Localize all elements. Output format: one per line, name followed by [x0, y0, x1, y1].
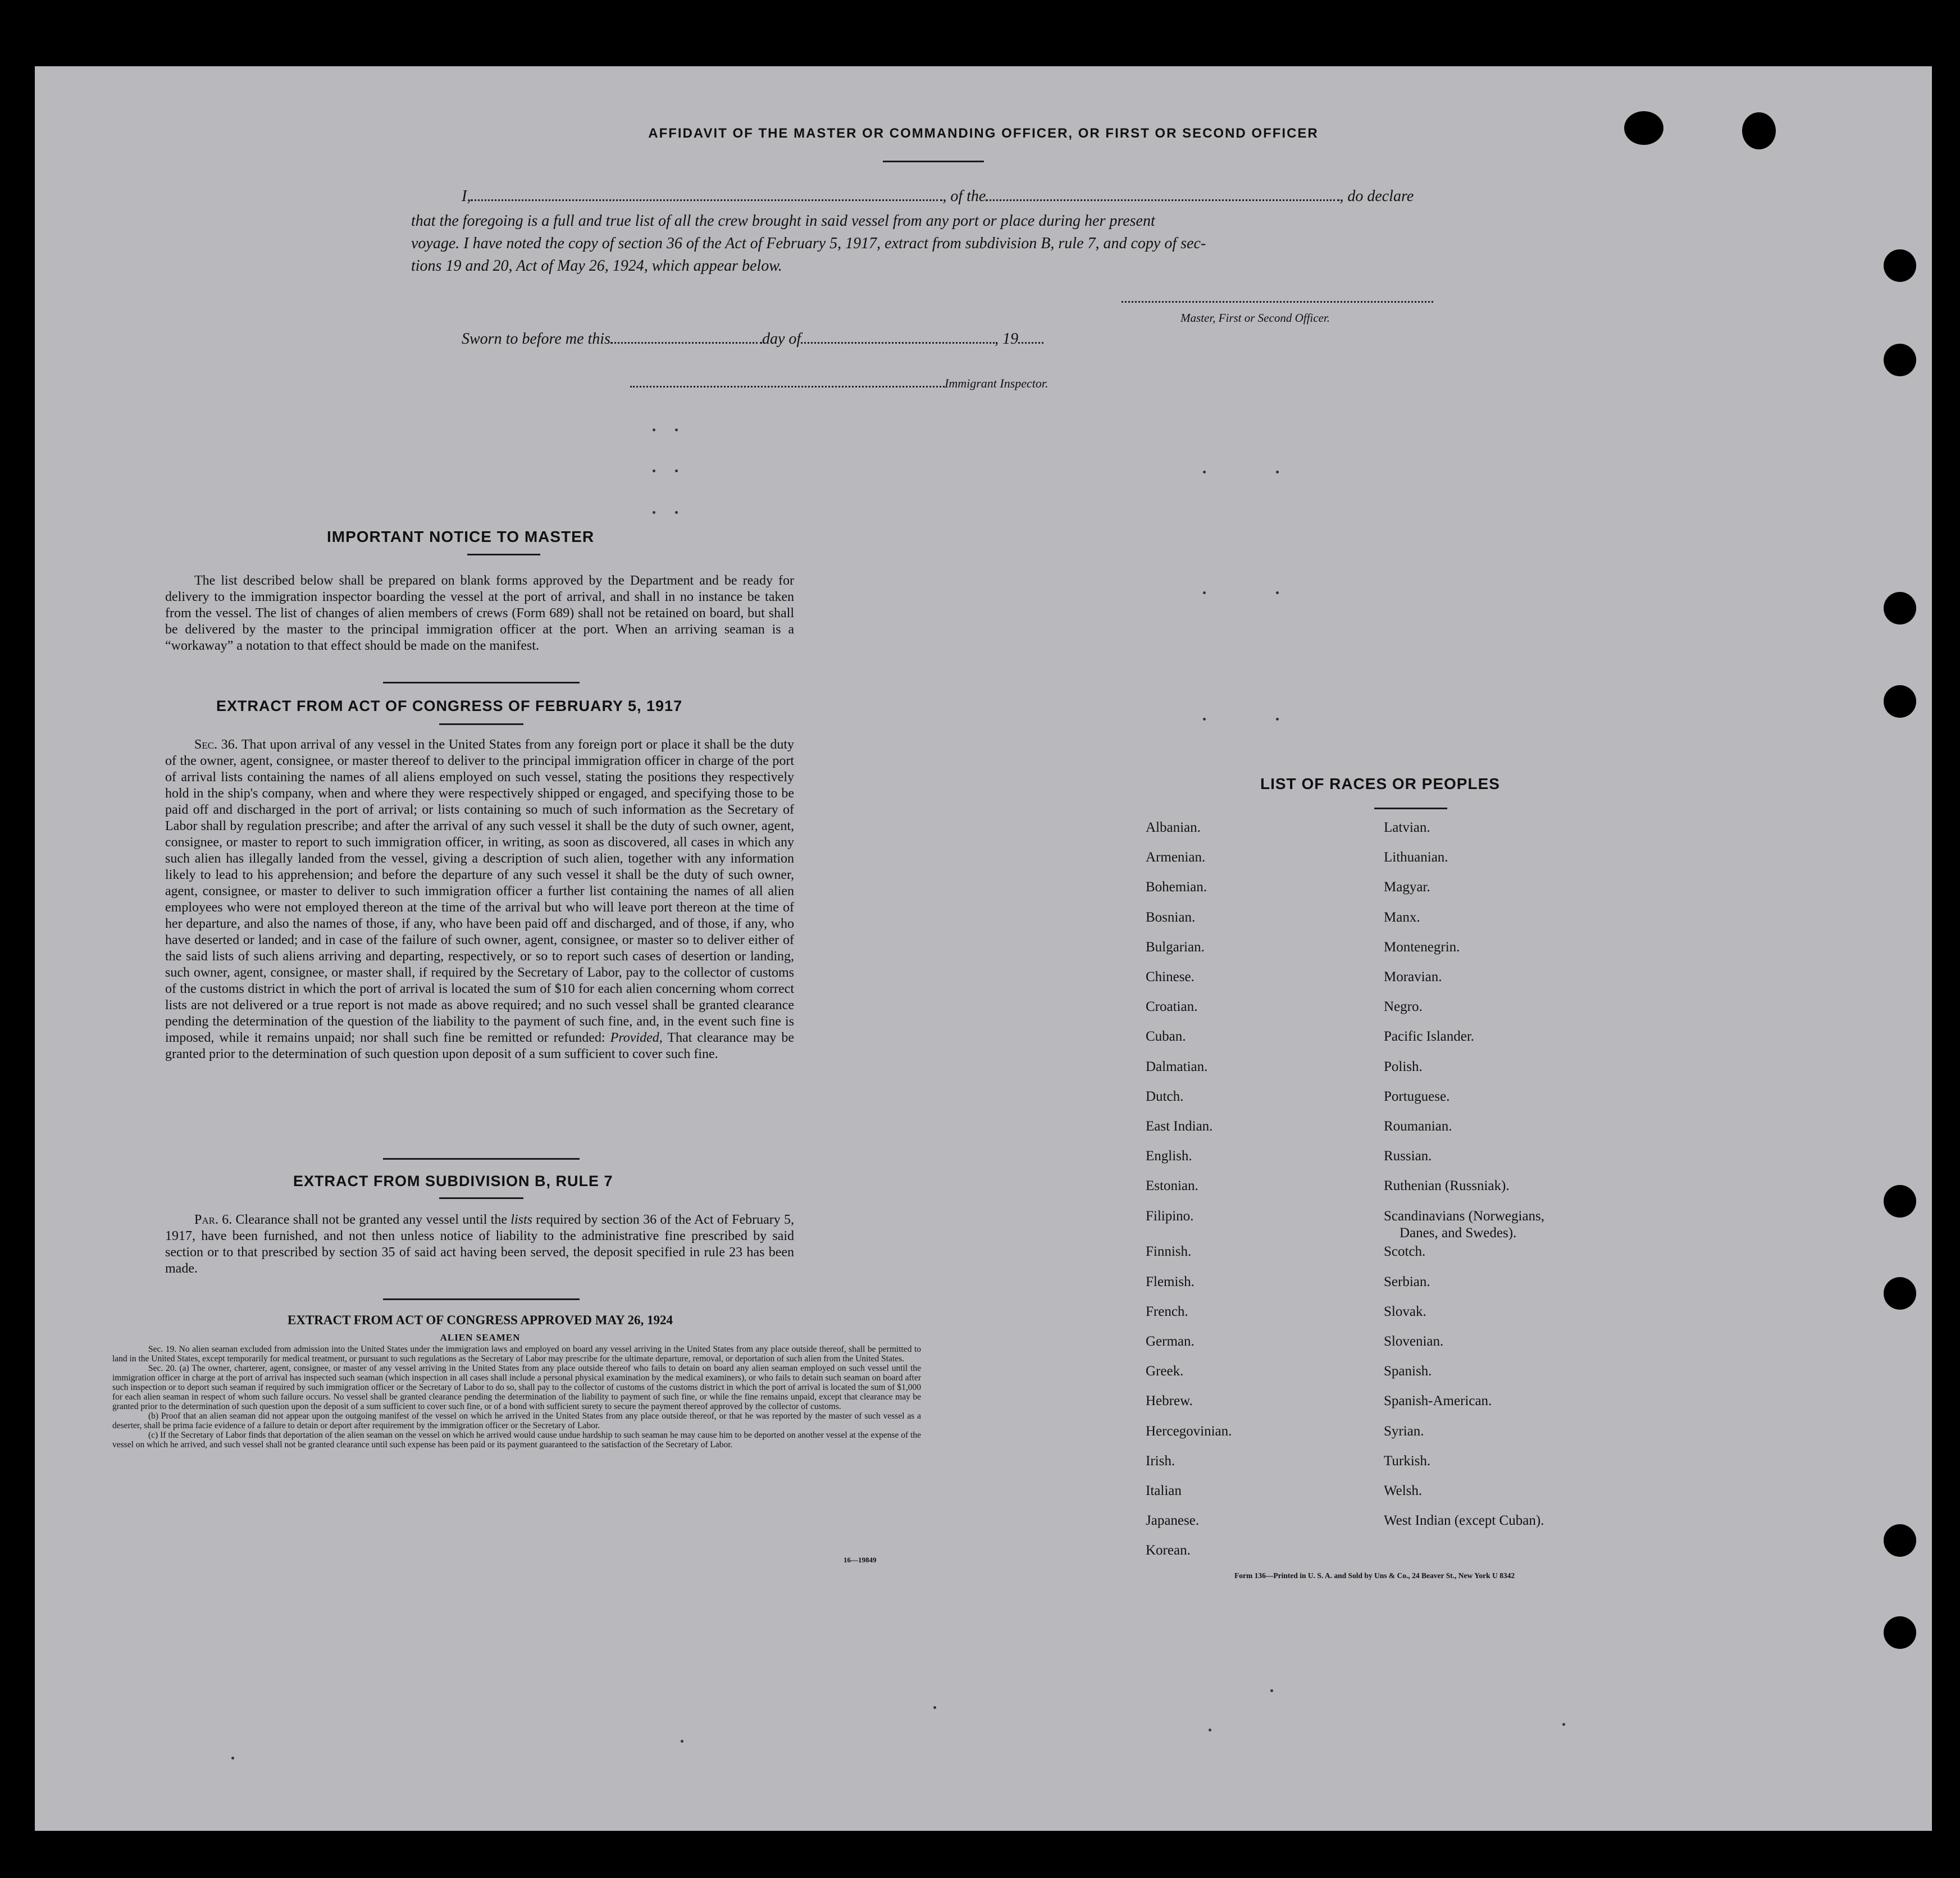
- race-item: Manx.: [1384, 909, 1420, 925]
- race-item: Hebrew.: [1146, 1393, 1193, 1409]
- race-item: Latvian.: [1384, 820, 1430, 835]
- races-rule: [1374, 808, 1447, 809]
- section-20b: (b) Proof that an alien seaman did not appear upon the outgoing manifest of the vessel on which he arrived in the United States from any place outside thereof, or that he was reported by the master of such vessel as a deserter, shall be prima facie evidence of a failure to detain or deport after requirement by the immigration officer or the Secretary of Labor.: [112, 1411, 921, 1430]
- race-item: English.: [1146, 1148, 1192, 1164]
- race-item: Polish.: [1384, 1059, 1423, 1074]
- sworn-year: , 19: [995, 330, 1019, 348]
- rule7-lists: lists: [510, 1213, 532, 1227]
- punch-hole-4: [1884, 685, 1916, 718]
- race-item: Bulgarian.: [1146, 939, 1205, 955]
- race-item: Montenegrin.: [1384, 939, 1460, 955]
- section-19: Sec. 19. No alien seaman excluded from admission into the United States under the immigration laws and employed on board any vessel arriving in the United States from any place outside thereof, shall be permitted to land in the United States, except temporarily for medical treatment, or pursuant to such regulations as the Secretary of Labor may prescribe for the ultimate departure, removal, or deportation of such alien from the United States.: [112, 1344, 921, 1364]
- race-item: Japanese.: [1146, 1513, 1200, 1529]
- ink-blot-2: [1742, 112, 1776, 149]
- race-item: Cuban.: [1146, 1029, 1186, 1045]
- notice-body: The list described below shall be prepared on blank forms approved by the Department and be ready for delivery to the immigration inspector boarding the vessel at the port of arrival, and shall in no instance be taken from the vessel. The list of changes of alien members of crews (Form 689) shall not be retained on board, but shall be delivered by the master to the principal immigration officer at the port. When an arriving seaman is a “workaway” a notation to that effect should be made on the manifest.: [165, 573, 794, 653]
- speck: [675, 470, 678, 472]
- notice-divider: [383, 682, 580, 683]
- punch-hole-8: [1884, 1616, 1916, 1649]
- rule7-par-label: Par. 6.: [194, 1213, 233, 1227]
- punch-hole-6: [1884, 1277, 1916, 1310]
- section-36-divider: [383, 1158, 580, 1160]
- name-blank[interactable]: [471, 199, 942, 201]
- punch-hole-1: [1884, 249, 1916, 282]
- signature-line[interactable]: [1122, 301, 1433, 303]
- declaration-line-2: that the foregoing is a full and true list of all the crew brought in said vessel from any port or place during her present: [411, 212, 1155, 230]
- speck: [1562, 1723, 1565, 1726]
- punch-hole-2: [1884, 344, 1916, 376]
- inspector-signature-blank[interactable]: [630, 386, 945, 388]
- ink-blot-1: [1624, 111, 1663, 145]
- speck: [675, 511, 678, 514]
- speck: [1209, 1729, 1211, 1731]
- race-item: German.: [1146, 1334, 1195, 1350]
- sworn-day-blank[interactable]: [610, 342, 762, 344]
- race-item: Russian.: [1384, 1148, 1432, 1164]
- race-item: Welsh.: [1384, 1483, 1423, 1499]
- speck: [1276, 471, 1279, 473]
- rule7-body-a: Clearance shall not be granted any vessel until the: [235, 1213, 507, 1227]
- race-item: Filipino.: [1146, 1208, 1194, 1224]
- race-item: Armenian.: [1146, 850, 1206, 865]
- race-item: Pacific Islander.: [1384, 1029, 1475, 1045]
- section-36-label: Sec. 36.: [194, 737, 238, 752]
- speck: [1203, 718, 1206, 721]
- section-36-body: That upon arrival of any vessel in the United States from any foreign port or place it shall be the duty of the owner, agent, consignee, or master thereof to deliver to the principal immigration officer in charge of the port of arrival lists containing the names of all aliens employed on such vessel, stating the positions they respectively hold in the ship's company, when and where they were respectively shipped or engaged, and specifying those to be paid off and discharged in the port of arrival; or lists containing so much of such information as the Secretary of Labor shall by regulation prescribe; and after the arrival of any such vessel it shall be the duty of such owner, agent, consignee, or master to report to such immigration officer, in writing, as soon as discovered, all cases in which any such alien has illegally landed from the vessel, giving a description of such alien, together with any information likely to lead to his apprehension; and before the departure of any such vessel it shall be the duty of such owner, agent, consignee, or master to deliver to such immigration officer a further list containing the names of all alien employees who were not employed thereon at the time of the arrival but who will leave port thereon at the time of her departure, and also the names of those, if any, who have been paid off and discharged, and of those, if any, who have deserted or landed; and in case of the failure of such owner, agent, consignee, or master so to deliver either of the said lists of such aliens arriving and departing, respectively, or so to report such cases of desertion or landing, such owner, agent, consignee, or master shall, if required by the Secretary of Labor, pay to the collector of customs of the customs district in which the port of arrival is located the sum of $10 for each alien concerning whom correct lists are not delivered or a true report is not made as above required; and no such vessel shall be granted clearance pending the determination of the question of the liability to the payment of such fine, and, in the event such fine is imposed, while it remains unpaid; nor shall such fine be remitted or refunded:: [165, 737, 794, 1045]
- declaration-line-3: voyage. I have noted the copy of section 36 of the Act of February 5, 1917, extract from subdivision B, rule 7, and copy of sec-: [411, 235, 1206, 252]
- act-1924-code: 16—19849: [844, 1556, 877, 1564]
- race-item: Hercegovinian.: [1146, 1423, 1232, 1439]
- speck: [1270, 1689, 1273, 1692]
- declaration-line-4: tions 19 and 20, Act of May 26, 1924, which appear below.: [411, 257, 782, 275]
- speck: [681, 1740, 683, 1743]
- race-item: Spanish-American.: [1384, 1393, 1492, 1409]
- vessel-blank[interactable]: [986, 199, 1339, 201]
- race-item: Flemish.: [1146, 1274, 1195, 1289]
- race-item: Dutch.: [1146, 1088, 1184, 1104]
- rule7-rule: [439, 1197, 523, 1199]
- sworn-text: Sworn to before me this: [462, 330, 610, 348]
- proviso-label: Provided,: [610, 1031, 663, 1045]
- race-item: Turkish.: [1384, 1453, 1431, 1469]
- extract-1917-rule: [439, 723, 523, 725]
- race-item: West Indian (except Cuban).: [1384, 1513, 1544, 1529]
- extract-1917-title: EXTRACT FROM ACT OF CONGRESS OF FEBRUARY 5, 1917: [216, 698, 683, 714]
- race-item: Moravian.: [1384, 969, 1442, 984]
- race-item: Korean.: [1146, 1543, 1191, 1558]
- race-item: Magyar.: [1384, 879, 1430, 895]
- race-item: Roumanian.: [1384, 1119, 1452, 1134]
- section-36: [165, 737, 794, 1063]
- sworn-year-blank[interactable]: [1018, 342, 1043, 344]
- race-item: Greek.: [1146, 1364, 1184, 1379]
- speck: [933, 1706, 936, 1709]
- race-item: Danes, and Swedes).: [1400, 1225, 1517, 1241]
- race-item: Chinese.: [1146, 969, 1195, 984]
- sworn-line: [462, 330, 1043, 348]
- section-20c: (c) If the Secretary of Labor finds that deportation of the alien seaman on the vessel on which he arrived would cause undue hardship to such seaman he may cause him to be deported on another vessel at the expense of the vessel on which he arrived, and such vessel shall not be granted clearance until such expense has been paid or its payment guaranteed to the satisfaction of the Secretary of Labor.: [112, 1430, 921, 1449]
- race-item: Syrian.: [1384, 1423, 1424, 1439]
- act-1924-title: EXTRACT FROM ACT OF CONGRESS APPROVED MAY 26, 1924: [287, 1313, 673, 1327]
- speck: [675, 429, 678, 431]
- speck: [653, 511, 655, 514]
- race-item: French.: [1146, 1303, 1188, 1319]
- race-item: Negro.: [1384, 999, 1423, 1015]
- notice-rule: [467, 554, 540, 555]
- speck: [1203, 591, 1206, 594]
- act-1924-subtitle: ALIEN SEAMEN: [440, 1332, 521, 1343]
- declaration-do-declare: , do declare: [1339, 188, 1414, 205]
- race-item: Ruthenian (Russniak).: [1384, 1178, 1510, 1194]
- race-item: Scandinavians (Norwegians,: [1384, 1208, 1545, 1224]
- race-item: Finnish.: [1146, 1244, 1192, 1260]
- race-item: Scotch.: [1384, 1244, 1426, 1260]
- race-item: Bohemian.: [1146, 879, 1207, 895]
- inspector-line: [630, 376, 1049, 391]
- speck: [653, 470, 655, 472]
- race-item: Spanish.: [1384, 1364, 1432, 1379]
- race-item: Bosnian.: [1146, 909, 1196, 925]
- declaration-of-the: , of the: [942, 188, 986, 205]
- sworn-month-blank[interactable]: [801, 342, 995, 344]
- punch-hole-5: [1884, 1185, 1916, 1218]
- speck: [1276, 591, 1279, 594]
- rule7-paragraph: [165, 1212, 794, 1277]
- race-item: East Indian.: [1146, 1119, 1213, 1134]
- inspector-label: Immigrant Inspector.: [945, 376, 1049, 390]
- races-title: LIST OF RACES OR PEOPLES: [1260, 775, 1500, 792]
- affidavit-title: AFFIDAVIT OF THE MASTER OR COMMANDING OFFICER, OR FIRST OR SECOND OFFICER: [648, 126, 1319, 141]
- race-item: Croatian.: [1146, 999, 1198, 1015]
- proviso-text: That clearance may be granted prior to the determination of such question upon deposit of a sum sufficient to cover such fine.: [165, 1031, 795, 1061]
- document-page: [35, 66, 1932, 1831]
- race-item: Portuguese.: [1384, 1088, 1450, 1104]
- speck: [231, 1757, 234, 1760]
- notice-title: IMPORTANT NOTICE TO MASTER: [327, 528, 595, 545]
- rule7-title: EXTRACT FROM SUBDIVISION B, RULE 7: [293, 1173, 613, 1189]
- declaration-line-1: [462, 188, 1495, 206]
- section-20a: Sec. 20. (a) The owner, charterer, agent, consignee, or master of any vessel arriving in the United States from any place outside thereof who fails to detain on board any alien seaman employed on such vessel until the immigration officer in charge at the port of arrival has inspected such seaman (which inspection in all cases shall include a personal physical examination by the medical examiners), or who fails to detain such seaman on board after such inspection or to deport such seaman if required by such immigration officer or the Secretary of Labor to do so, shall pay to the collector of customs of the customs district in which the port of arrival is located the sum of $1,000 for each alien seaman in respect of whom such failure occurs. No vessel shall be granted clearance pending the determination of the liability to payment of such fine, or while the fine remains unpaid, except that clearance may be granted prior to the determination of such question upon the deposit of a sum sufficient to cover such fine, or of a bond with sufficient surety to secure the payment thereof approved by the collector of customs.: [112, 1364, 921, 1411]
- punch-hole-7: [1884, 1524, 1916, 1557]
- race-item: Irish.: [1146, 1453, 1175, 1469]
- race-item: Italian: [1146, 1483, 1182, 1499]
- title-rule: [883, 161, 984, 162]
- race-item: Slovenian.: [1384, 1334, 1444, 1350]
- race-item: Estonian.: [1146, 1178, 1198, 1194]
- race-item: Slovak.: [1384, 1303, 1426, 1319]
- signature-label: Master, First or Second Officer.: [1180, 311, 1330, 325]
- rule7-divider: [383, 1298, 580, 1300]
- punch-hole-3: [1884, 592, 1916, 625]
- sworn-day-of: day of: [762, 330, 801, 348]
- declaration-i: I,: [462, 188, 471, 205]
- race-item: Lithuanian.: [1384, 850, 1448, 865]
- race-item: Albanian.: [1146, 820, 1201, 835]
- form-footer: Form 136—Printed in U. S. A. and Sold by Uns & Co., 24 Beaver St., New York U 8342: [1234, 1571, 1515, 1580]
- speck: [1276, 718, 1279, 721]
- rule7-body-b: required by section 36 of the Act of February 5, 1917, have been furnished, and not then unless notice of liability to the administrative fine prescribed by said section or to that prescribed by section 35 of said act having been served, the deposit specified in rule 23 has been made.: [165, 1213, 795, 1276]
- speck: [1203, 471, 1206, 473]
- speck: [653, 429, 655, 431]
- act-1924-sections: [112, 1344, 921, 1449]
- race-item: Dalmatian.: [1146, 1059, 1208, 1074]
- race-item: Serbian.: [1384, 1274, 1430, 1289]
- declaration-body: [411, 210, 1495, 277]
